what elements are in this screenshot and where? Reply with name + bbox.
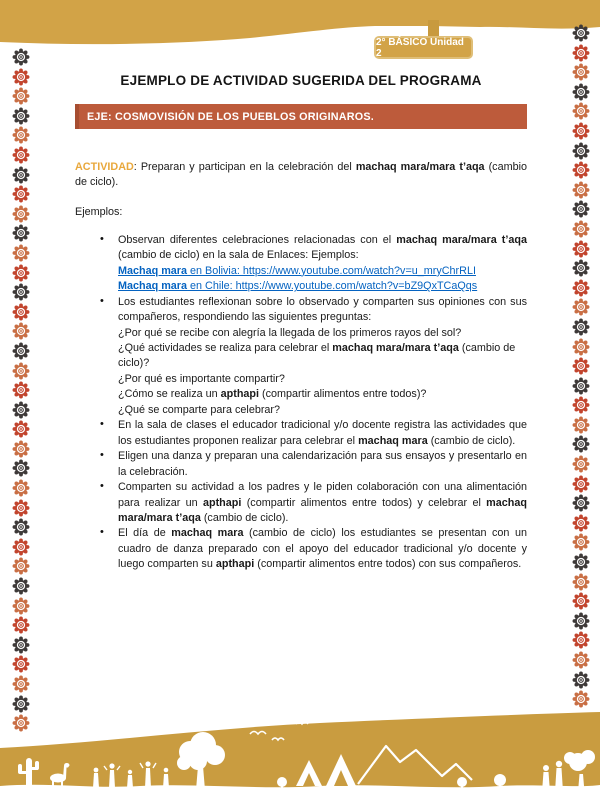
rosette-gear-icon bbox=[572, 671, 590, 689]
rosette-gear-icon bbox=[572, 200, 590, 218]
rosette-gear-icon bbox=[12, 87, 30, 105]
activity-label: ACTIVIDAD bbox=[75, 161, 134, 173]
rosette-gear-icon bbox=[572, 44, 590, 62]
rosette-gear-icon bbox=[572, 690, 590, 708]
rosette-gear-icon bbox=[12, 695, 30, 713]
list-item bbox=[75, 480, 527, 526]
list-item-line bbox=[118, 279, 527, 294]
rosette-gear-icon bbox=[572, 240, 590, 258]
list-item-line: Los estudiantes reflexionan sobre lo observado y comparten sus opiniones con sus compañeros, respondiendo las siguientes preguntas: bbox=[118, 295, 527, 324]
rosette-gear-icon bbox=[12, 107, 30, 125]
bullet-icon: • bbox=[100, 418, 104, 431]
rosette-gear-icon bbox=[572, 573, 590, 591]
rosette-gear-icon bbox=[12, 655, 30, 673]
list-item bbox=[75, 418, 527, 449]
rosette-gear-icon bbox=[572, 220, 590, 238]
rosette-gear-icon bbox=[12, 244, 30, 262]
list-item-line: Eligen una danza y preparan una calendarización para sus ensayos y presentarlo en la celebración. bbox=[118, 450, 527, 478]
bullet-icon: • bbox=[100, 526, 104, 539]
rosette-gear-icon bbox=[12, 224, 30, 242]
list-item-line: Comparten su actividad a los padres y le piden colaboración con una alimentación para realizar un apthapi (compartir alimentos entre todos) y celebrar el machaq mara/mara t’aqa (cambio de ciclo). bbox=[118, 481, 527, 524]
rosette-gear-icon bbox=[12, 264, 30, 282]
rosette-gear-icon bbox=[572, 181, 590, 199]
rosette-gear-icon bbox=[12, 283, 30, 301]
rosette-gear-icon bbox=[572, 651, 590, 669]
rosette-gear-icon bbox=[572, 377, 590, 395]
bullet-icon: • bbox=[100, 480, 104, 493]
list-item-line: ¿Por qué es importante compartir? bbox=[118, 372, 285, 385]
list-item-line: ¿Qué actividades se realiza para celebrar el machaq mara/mara t’aqa (cambio de ciclo)? bbox=[118, 341, 516, 370]
right-border-pattern bbox=[572, 24, 590, 708]
eje-banner: EJE: COSMOVISIÓN DE LOS PUEBLOS ORIGINAROS. bbox=[75, 104, 527, 129]
rosette-gear-icon bbox=[572, 259, 590, 277]
rosette-gear-icon bbox=[572, 494, 590, 512]
rosette-gear-icon bbox=[12, 362, 30, 380]
rosette-gear-icon bbox=[572, 416, 590, 434]
rosette-gear-icon bbox=[572, 533, 590, 551]
ground-icon bbox=[0, 785, 600, 800]
rosette-gear-icon bbox=[12, 518, 30, 536]
rosette-gear-icon bbox=[12, 577, 30, 595]
rosette-gear-icon bbox=[12, 205, 30, 223]
bullet-icon: • bbox=[100, 294, 104, 307]
rosette-gear-icon bbox=[572, 475, 590, 493]
rosette-gear-icon bbox=[572, 631, 590, 649]
bullet-icon: • bbox=[100, 232, 104, 245]
rosette-gear-icon bbox=[572, 612, 590, 630]
rosette-gear-icon bbox=[12, 322, 30, 340]
rosette-gear-icon bbox=[12, 342, 30, 360]
examples-label: Ejemplos: bbox=[75, 205, 123, 218]
list-item-line: El día de machaq mara (cambio de ciclo) los estudiantes se presentan con un cuadro de danza preparado con el apoyo del educador tradicional y/o docente y luego comparten su apthapi (compartir alimentos entre todos) con sus compañeros. bbox=[118, 527, 527, 571]
activity-paragraph bbox=[75, 160, 527, 191]
list-item-line: ¿Qué se comparte para celebrar? bbox=[118, 403, 281, 416]
footer-band bbox=[0, 712, 600, 800]
rosette-gear-icon bbox=[12, 420, 30, 438]
rosette-gear-icon bbox=[12, 675, 30, 693]
rosette-gear-icon bbox=[12, 166, 30, 184]
list-item-line: ¿Por qué se recibe con alegría la llegada de los primeros rayos del sol? bbox=[118, 326, 462, 339]
youtube-link[interactable]: Machaq mara bbox=[118, 280, 188, 293]
rosette-gear-icon bbox=[572, 279, 590, 297]
grade-unit-badge: 2° BÁSICO Unidad 2 bbox=[374, 36, 473, 59]
list-item-line: ¿Cómo se realiza un apthapi (compartir alimentos entre todos)? bbox=[118, 388, 427, 401]
rosette-gear-icon bbox=[572, 102, 590, 120]
rosette-gear-icon bbox=[572, 592, 590, 610]
rosette-gear-icon bbox=[572, 396, 590, 414]
rosette-gear-icon bbox=[572, 435, 590, 453]
rosette-gear-icon bbox=[12, 126, 30, 144]
rosette-gear-icon bbox=[572, 63, 590, 81]
rosette-gear-icon bbox=[572, 298, 590, 316]
rosette-gear-icon bbox=[572, 553, 590, 571]
rosette-gear-icon bbox=[12, 185, 30, 203]
rosette-gear-icon bbox=[12, 499, 30, 517]
list-item-line: En la sala de clases el educador tradicional y/o docente registra las actividades que los estudiantes proponen realizar para celebrar el machaq mara (cambio de ciclo). bbox=[118, 419, 527, 447]
rosette-gear-icon bbox=[572, 318, 590, 336]
list-item bbox=[75, 233, 527, 295]
rosette-gear-icon bbox=[572, 83, 590, 101]
rosette-gear-icon bbox=[572, 338, 590, 356]
rosette-gear-icon bbox=[572, 161, 590, 179]
rosette-gear-icon bbox=[12, 616, 30, 634]
rosette-gear-icon bbox=[12, 303, 30, 321]
list-item-line: Observan diferentes celebraciones relacionadas con el machaq mara/mara t’aqa (cambio de ciclo) en la sala de Enlaces: Ejemplos: bbox=[118, 233, 527, 262]
main-content bbox=[75, 45, 527, 573]
rosette-gear-icon bbox=[572, 455, 590, 473]
list-item bbox=[75, 526, 527, 572]
youtube-link[interactable]: en Bolivia: https://www.youtube.com/watch?v=u_mryChrRLI bbox=[187, 264, 476, 277]
rosette-gear-icon bbox=[12, 146, 30, 164]
rosette-gear-icon bbox=[12, 48, 30, 66]
left-border-pattern bbox=[12, 48, 30, 732]
rosette-gear-icon bbox=[12, 401, 30, 419]
rosette-gear-icon bbox=[12, 459, 30, 477]
rosette-gear-icon bbox=[12, 597, 30, 615]
rosette-gear-icon bbox=[572, 514, 590, 532]
rosette-gear-icon bbox=[572, 122, 590, 140]
rosette-gear-icon bbox=[572, 142, 590, 160]
list-item-line bbox=[118, 264, 527, 279]
activity-text: : Preparan y participan en la celebración del machaq mara/mara t’aqa (cambio de ciclo). bbox=[75, 161, 527, 189]
rosette-gear-icon bbox=[12, 68, 30, 86]
andean-landscape bbox=[0, 712, 600, 800]
youtube-link[interactable]: Machaq mara bbox=[118, 264, 188, 277]
activity-list bbox=[75, 233, 527, 573]
page-title: EJEMPLO DE ACTIVIDAD SUGERIDA DEL PROGRAMA bbox=[120, 73, 482, 88]
rosette-gear-icon bbox=[12, 479, 30, 497]
bullet-icon: • bbox=[100, 449, 104, 462]
youtube-link[interactable]: en Chile: https://www.youtube.com/watch?v=bZ9QxTCaQqs bbox=[187, 280, 478, 293]
rosette-gear-icon bbox=[12, 440, 30, 458]
rosette-gear-icon bbox=[12, 538, 30, 556]
rosette-gear-icon bbox=[12, 636, 30, 654]
list-item bbox=[75, 449, 527, 480]
rosette-gear-icon bbox=[572, 24, 590, 42]
list-item bbox=[75, 295, 527, 419]
rosette-gear-icon bbox=[12, 557, 30, 575]
rosette-gear-icon bbox=[572, 357, 590, 375]
rosette-gear-icon bbox=[12, 381, 30, 399]
